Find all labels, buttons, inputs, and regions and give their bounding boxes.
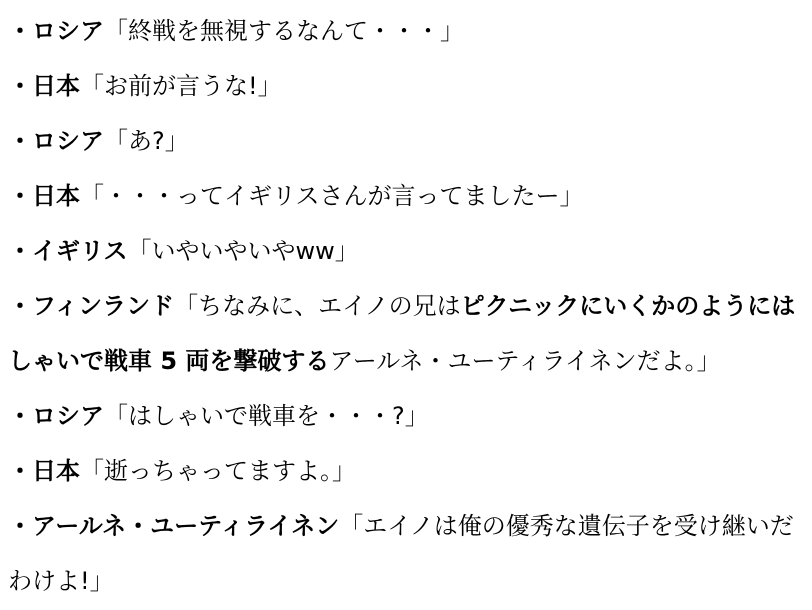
dialogue-line [8,444,804,499]
speaker-name: ・イギリス [8,237,128,265]
speech-text-segment: 「はしゃいで戦車を・・・?」 [104,402,429,430]
speaker-name: ・ロシア [8,402,104,430]
speaker-name: ・日本 [8,72,80,100]
speech-text-segment: アールネ・ユーティライネンだよ。」 [329,347,721,375]
speech-text-segment: 「終戦を無視するなんて・・・」 [104,17,464,45]
speaker-name: ・アールネ・ユーティライネン [8,512,340,540]
speech-emphasis-segment: ピクニックにいくかのようにはしゃいで戦車 5 両を撃破する [8,292,796,375]
dialogue-list [8,4,804,609]
speech-text-segment: 「逝っちゃってますよ。」 [80,457,356,485]
speech-text-segment: 「お前が言うな!」 [80,72,282,100]
dialogue-line [8,499,804,609]
dialogue-line [8,389,804,444]
speaker-name: ・フィンランド [8,292,175,320]
speaker-name: ・日本 [8,182,80,210]
speaker-name: ・日本 [8,457,80,485]
dialogue-line [8,4,804,59]
speech-text-segment: 「いやいやいやww」 [127,237,359,265]
speaker-name: ・ロシア [8,127,104,155]
dialogue-line [8,59,804,114]
dialogue-line [8,279,804,389]
dialogue-line [8,224,804,279]
speaker-name: ・ロシア [8,17,104,45]
speech-text-segment: 「ちなみに、エイノの兄は [174,292,461,320]
dialogue-line [8,114,804,169]
speech-text-segment: 「・・・ってイギリスさんが言ってましたー」 [80,182,584,210]
dialogue-line [8,169,804,224]
speech-text-segment: 「あ?」 [104,127,189,155]
speech-text-segment: 「エイノは俺の優秀な遺伝子を受け継いだわけよ!」 [8,512,794,595]
